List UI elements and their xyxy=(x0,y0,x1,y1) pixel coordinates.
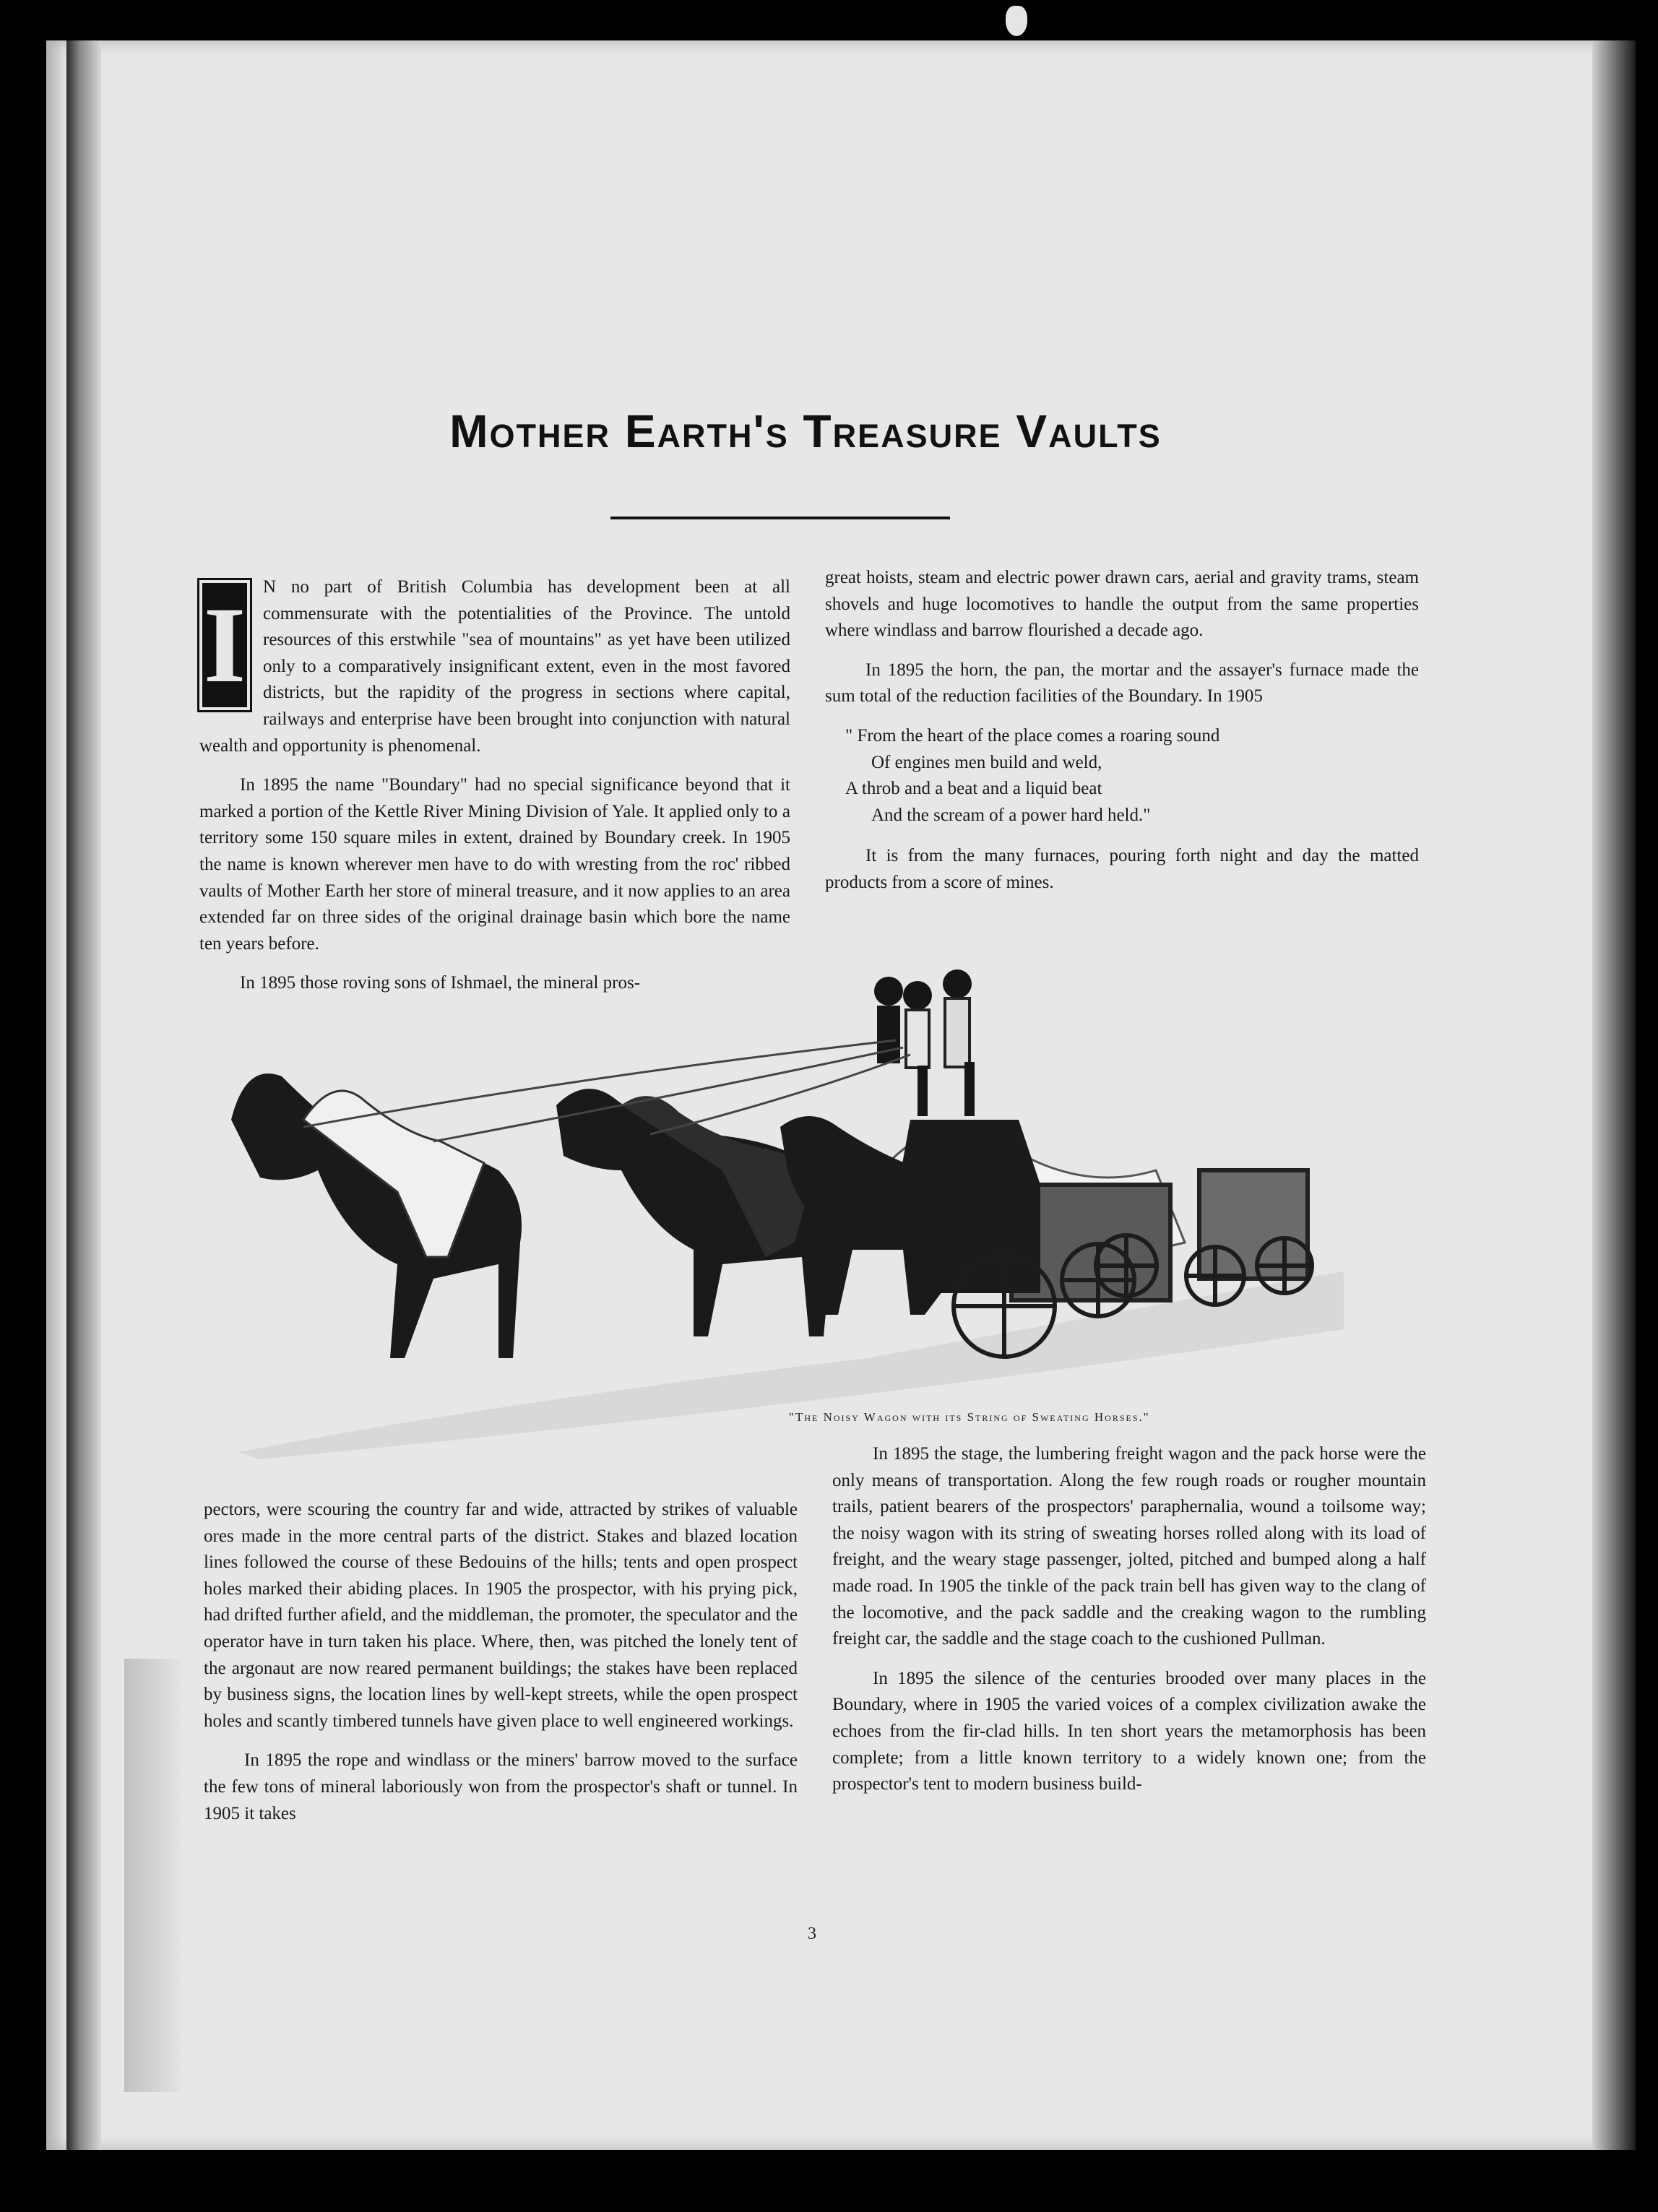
binding-gutter xyxy=(66,40,101,2150)
drop-cap: I xyxy=(199,580,250,710)
intro-text: N no part of British Columbia has development been at all commensurate with the potentialities of the Province. The untold resources of this erstwhile "sea of mountains" as yet have been utilized only to a comparatively insignificant extent, even in the most favored districts, but the rapidity of the progress in sections where capital, railways and enterprise have been brought into conjunction with natural wealth and opportunity is phenomenal. xyxy=(199,577,790,756)
paragraph-transportation: In 1895 the stage, the lumbering freight wagon and the pack horse were the only means of transportation. Along the few rough roads or rougher mountain trails, patient bearers of the prospectors' paraphernalia, wound a toilsome way; the noisy wagon with its string of sweating horses rolled along with its load of freight, and the weary stage passenger, jolted, pitched and bumped along a half made road. In 1905 the tinkle of the pack train bell has given way to the clang of the locomotive, and the pack saddle and the creaking wagon to the rumbling freight car, the saddle and the stage coach to the cushioned Pullman. xyxy=(832,1444,1426,1649)
drivers xyxy=(874,969,975,1116)
paragraph-boundary-name: In 1895 the name "Boundary" had no special significance beyond that it marked a portion of the Kettle River Mining Division of Yale. It applied only to a territory some 150 square miles in extent, drained by Boundary creek. In 1905 the name is known wherever men have to do with wresting from the roc' ribbed vaults of Mother Earth her store of mineral treasure, and it now applies to an area extended far on three sides of the original drainage basin which bore the name ten years before. xyxy=(199,775,790,954)
column-bottom-right xyxy=(832,1441,1426,1811)
page-edge-shadow xyxy=(1592,40,1636,2150)
paragraph-ishmael: In 1895 those roving sons of Ishmael, the mineral pros- xyxy=(240,973,641,993)
paragraph-prospectors: pectors, were scouring the country far and wide, attracted by strikes of valuable ores made in the more central parts of the district. Stakes and blazed location lines followed the course of these Bedouins of the hills; tents and open prospect holes marked their abiding places. In 1905 the prospector, with his prying pick, had drifted further afield, and the middleman, the promoter, the speculator and the operator have in turn taken his place. Where, then, was pitched the lonely tent of the argonaut are now reared permanent buildings; the stakes have been replaced by business signs, the location lines by well-kept streets, while the open prospect holes and scantly timbered tunnels have given place to well engineered workings. xyxy=(204,1500,798,1731)
paragraph-furnace: In 1895 the horn, the pan, the mortar and the assayer's furnace made the sum total of the reduction facilities of the Boundary. In 1905 xyxy=(825,660,1419,707)
verse-quote xyxy=(845,723,1419,829)
previous-page-edge xyxy=(124,1659,182,2092)
page-number: 3 xyxy=(808,1924,816,1943)
paragraph-hoists: great hoists, steam and electric power drawn cars, aerial and gravity trams, steam shovels and huge locomotives to handle the output from the same properties where windlass and barrow flourished a decade ago. xyxy=(825,568,1419,641)
binding-staple xyxy=(1006,6,1027,36)
title-divider xyxy=(610,517,950,519)
verse-line: And the scream of a power hard held." xyxy=(871,805,1151,825)
intro-paragraph xyxy=(199,574,790,759)
paragraph-windlass: In 1895 the rope and windlass or the miners' barrow moved to the surface the few tons of mineral laboriously won from the prospector's shaft or tunnel. In 1905 it takes xyxy=(204,1750,798,1823)
column-bottom-left xyxy=(204,1497,798,1840)
horse-team xyxy=(231,1073,968,1358)
column-top-right xyxy=(825,565,1419,910)
paragraph-civilization: In 1895 the silence of the centuries brooded over many places in the Boundary, where in 1905 the varied voices of a complex civilization awake the echoes from the fir-clad hills. In ten short years the metamorphosis has been complete; from a little known territory to a widely known one; from the prospector's tent to modern business build- xyxy=(832,1668,1426,1794)
paragraph-furnaces: It is from the many furnaces, pouring forth night and day the matted products from a score of mines. xyxy=(825,846,1419,892)
verse-line: " From the heart of the place comes a roaring sound xyxy=(845,725,1220,746)
photo-caption: "The Noisy Wagon with its String of Sweating Horses." xyxy=(789,1410,1150,1424)
article-title: Mother Earth's Treasure Vaults xyxy=(449,405,1162,457)
wagon-team-photo xyxy=(217,954,1402,1459)
verse-line: A throb and a beat and a liquid beat xyxy=(845,779,1102,799)
verse-line: Of engines men build and weld, xyxy=(871,752,1102,772)
column-top-left xyxy=(199,574,790,1010)
